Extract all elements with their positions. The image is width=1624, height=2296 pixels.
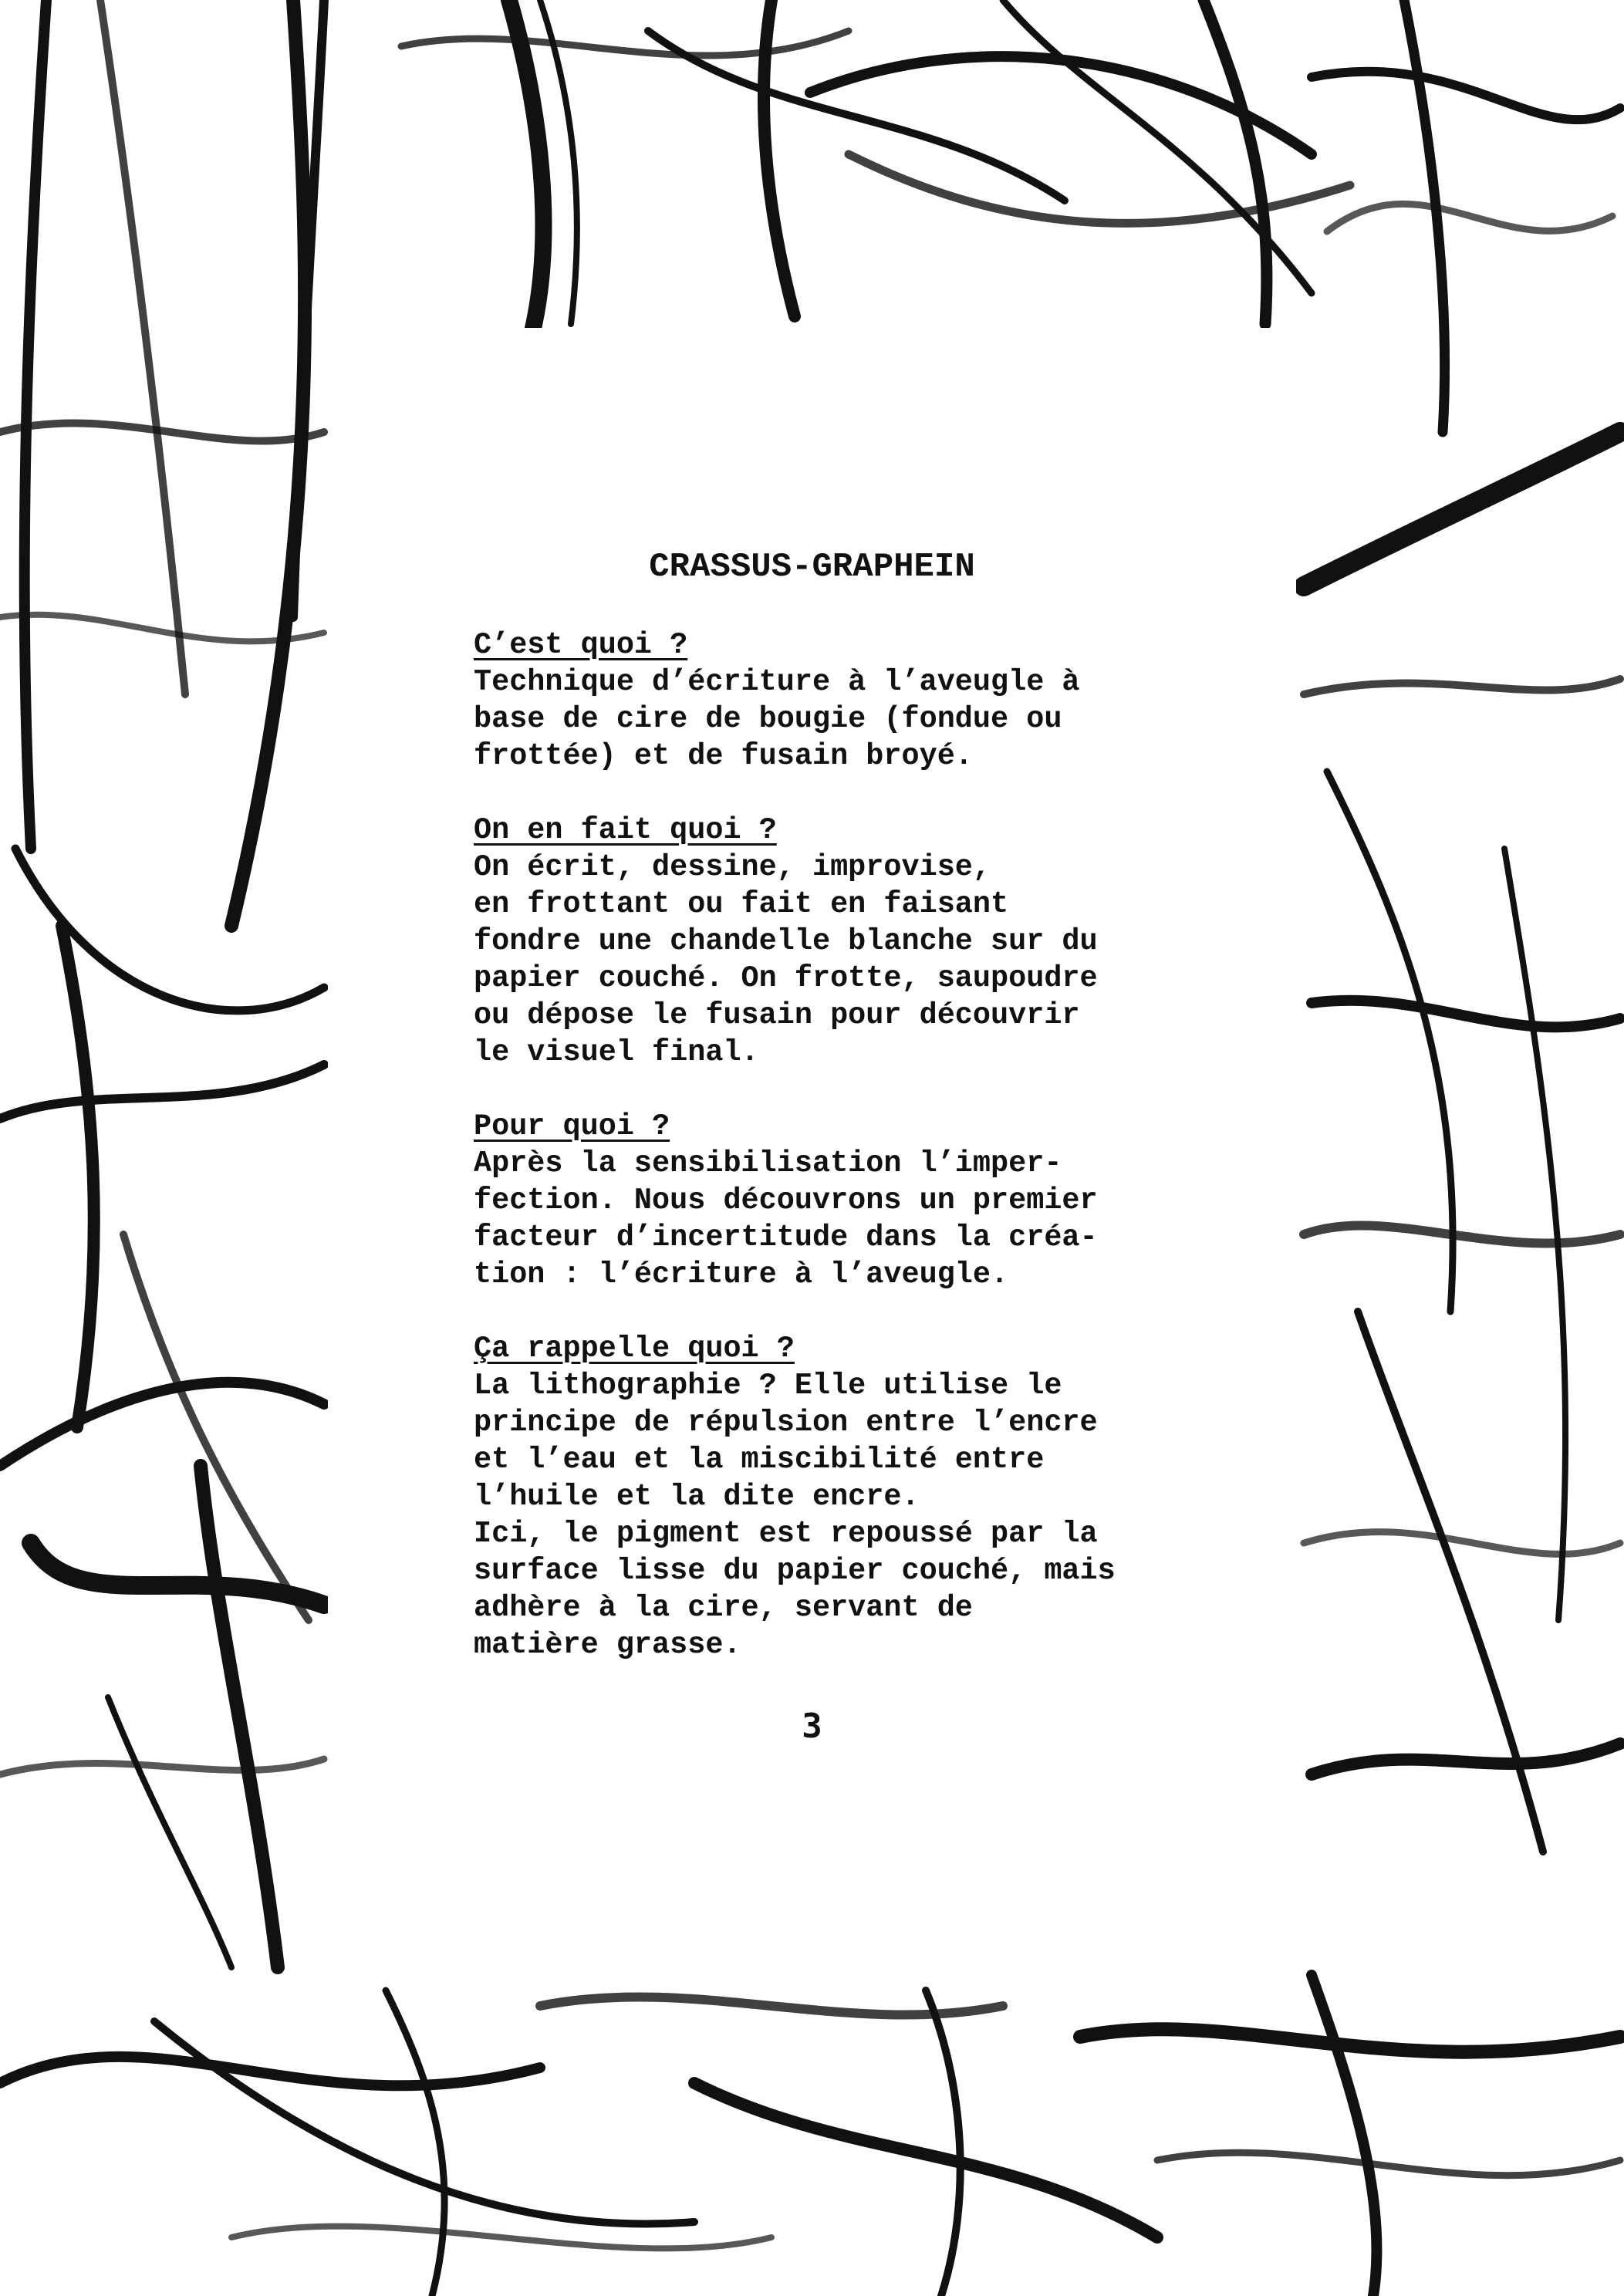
section-line: principe de répulsion entre l’encre: [474, 1406, 1098, 1440]
page-number: 3: [802, 1707, 822, 1746]
section-line: le visuel final.: [474, 1035, 759, 1069]
section-line: ou dépose le fusain pour découvrir: [474, 998, 1080, 1032]
section: [474, 1330, 1261, 1663]
page-title: CRASSUS-GRAPHEIN: [649, 548, 975, 586]
section-line: l’huile et la dite encre.: [474, 1480, 920, 1514]
section-line: Après la sensibilisation l’imper-: [474, 1146, 1062, 1180]
section-line: tion : l’écriture à l’aveugle.: [474, 1258, 1009, 1292]
section-heading: C’est quoi ?: [474, 628, 688, 662]
body-text: [474, 626, 1261, 1700]
section-line: La lithographie ? Elle utilise le: [474, 1369, 1062, 1403]
section-line: fondre une chandelle blanche sur du: [474, 924, 1098, 958]
section-line: base de cire de bougie (fondue ou: [474, 702, 1062, 736]
section: [474, 626, 1261, 775]
section-line: et l’eau et la miscibilité entre: [474, 1443, 1045, 1477]
section-line: On écrit, dessine, improvise,: [474, 850, 991, 884]
section: [474, 812, 1261, 1071]
section-line: surface lisse du papier couché, mais: [474, 1554, 1116, 1588]
section-heading: Pour quoi ?: [474, 1109, 670, 1143]
section-line: Ici, le pigment est repoussé par la: [474, 1517, 1098, 1551]
section-heading: On en fait quoi ?: [474, 813, 777, 847]
section-line: fection. Nous découvrons un premier: [474, 1183, 1098, 1217]
section-line: adhère à la cire, servant de: [474, 1591, 973, 1625]
section-heading: Ça rappelle quoi ?: [474, 1332, 795, 1366]
section: [474, 1108, 1261, 1293]
section-line: Technique d’écriture à l’aveugle à: [474, 665, 1080, 699]
section-line: en frottant ou fait en faisant: [474, 887, 1009, 921]
section-line: matière grasse.: [474, 1628, 741, 1662]
section-line: facteur d’incertitude dans la créa-: [474, 1221, 1098, 1254]
section-line: frottée) et de fusain broyé.: [474, 739, 973, 773]
section-line: papier couché. On frotte, saupoudre: [474, 961, 1098, 995]
